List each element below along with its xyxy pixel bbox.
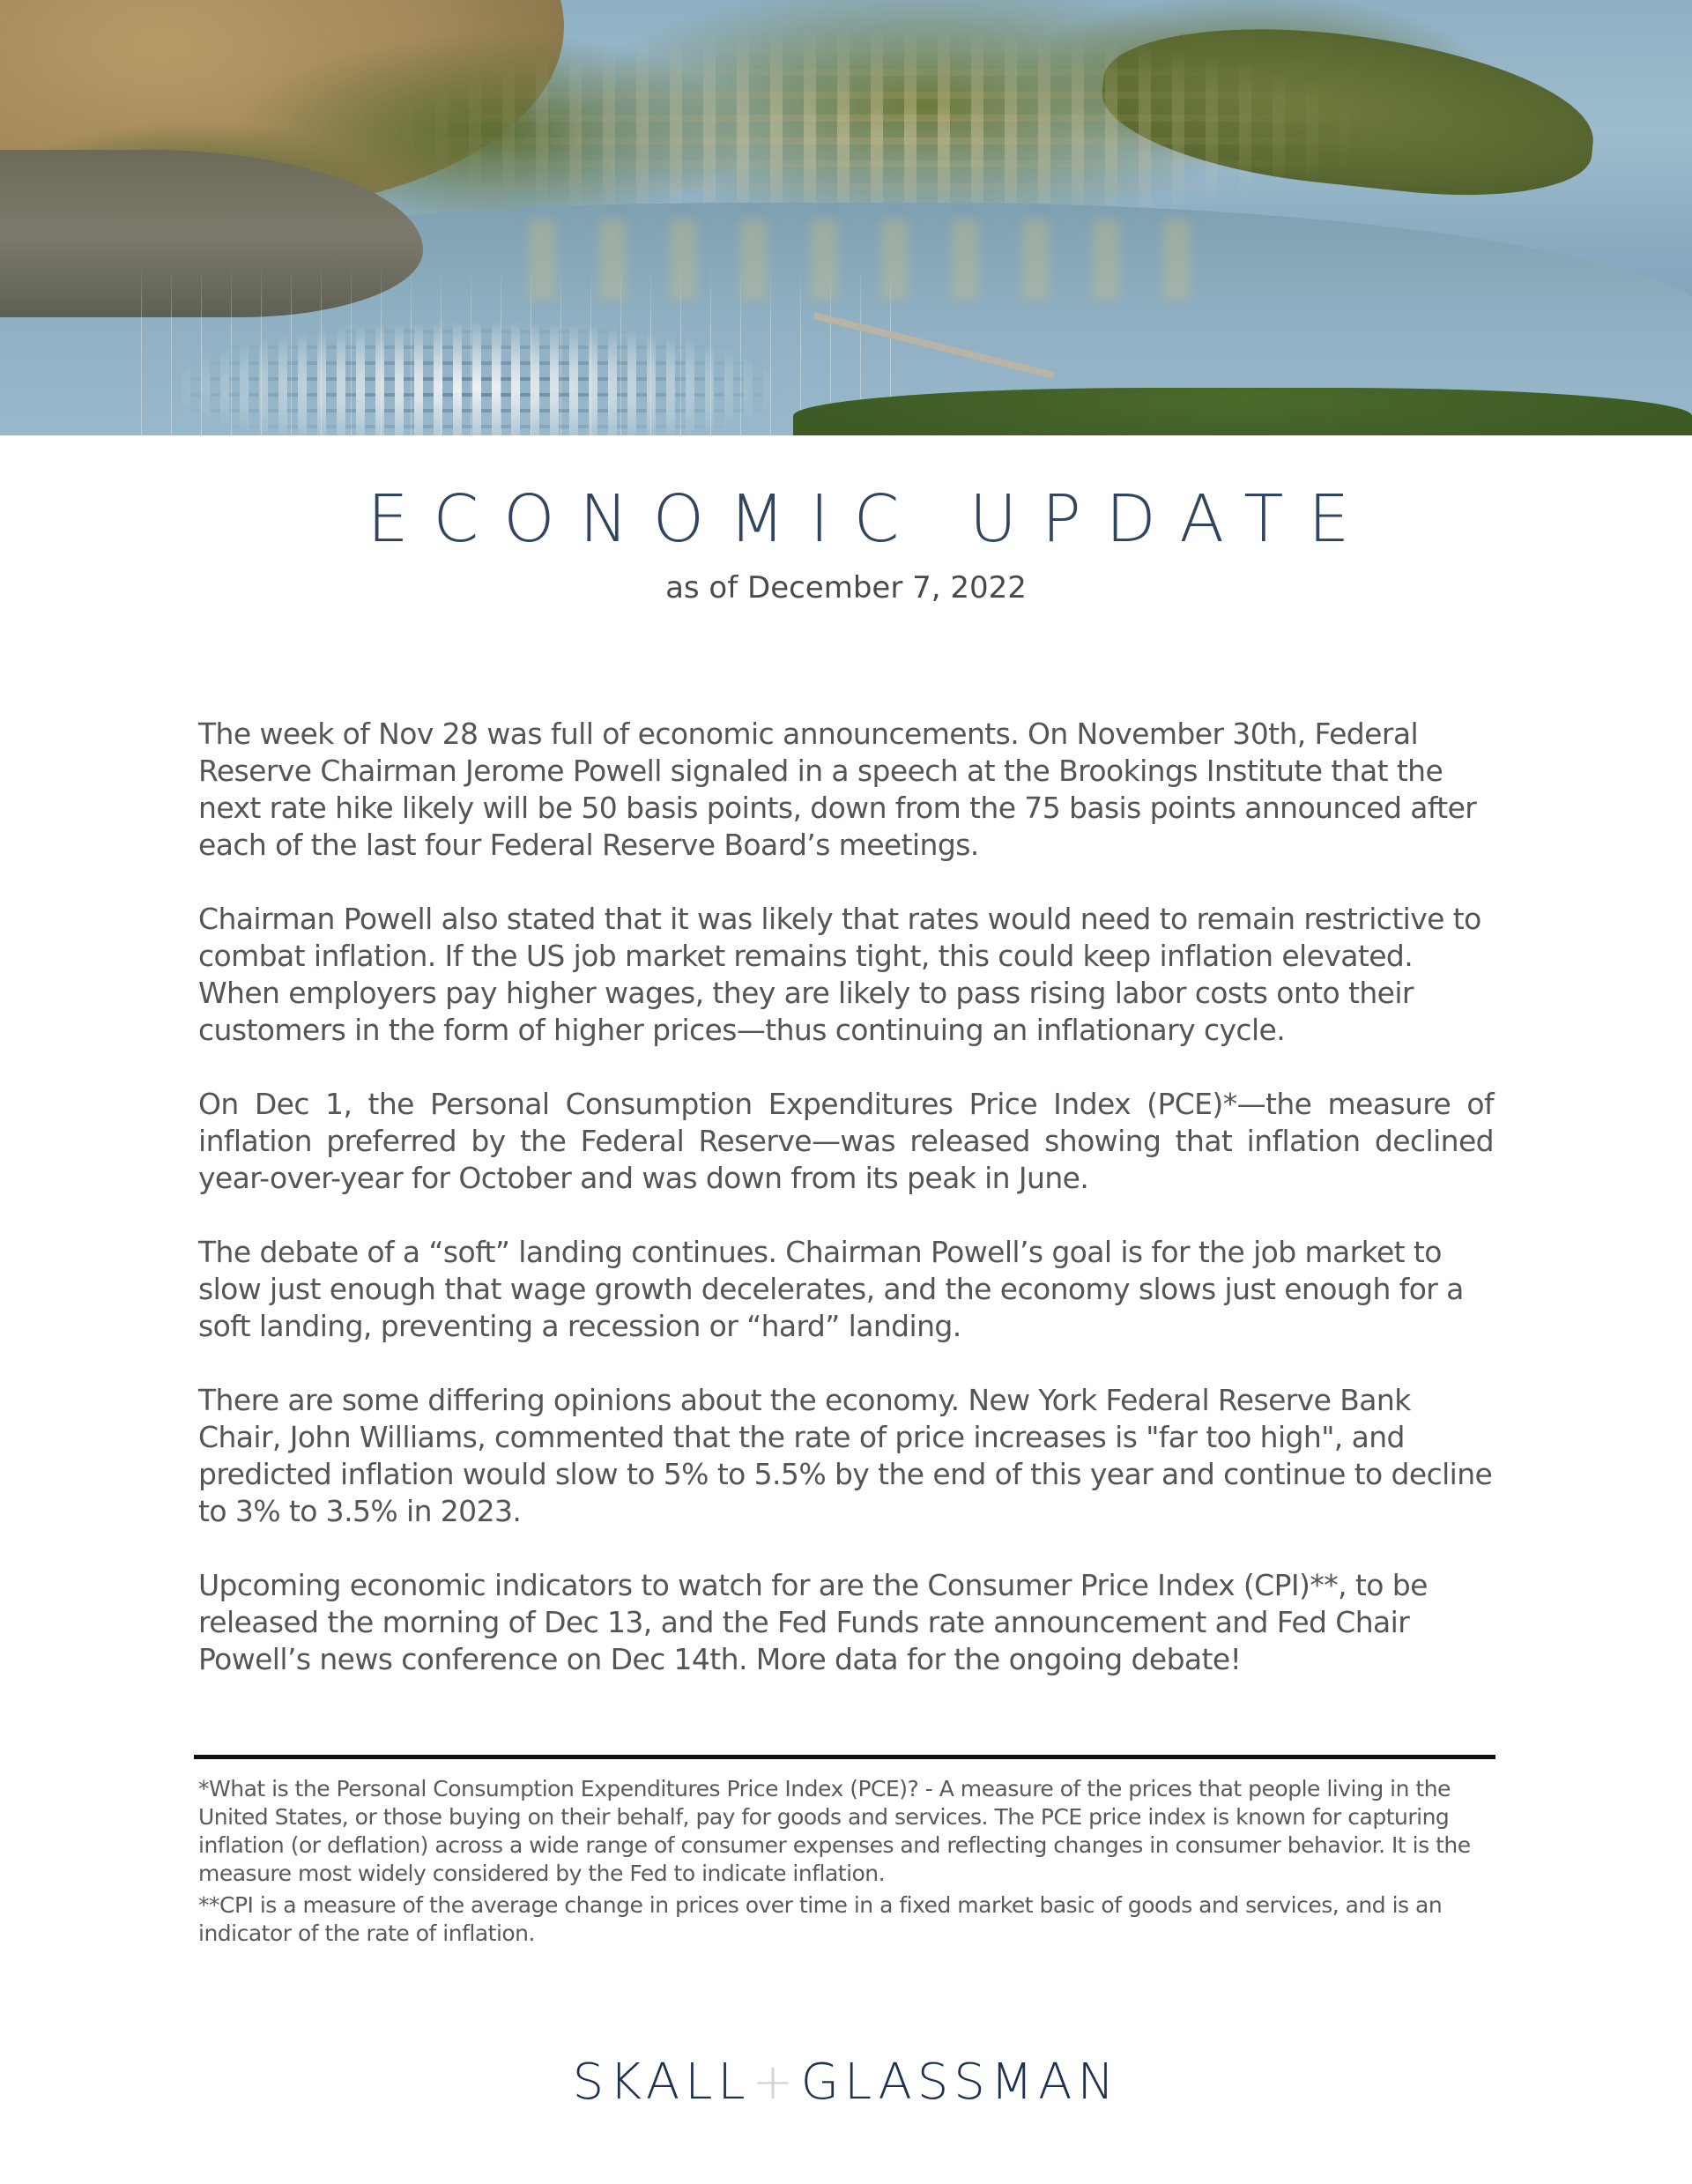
paragraph-pce-release: On Dec 1, the Personal Consumption Expenditures Price Index (PCE)*—the measure of inflation preferred by the Federal Reserve—was released showing that inflation declined year-over-year for October and was down from its peak in June. [198,1087,1494,1195]
logo-skall: SKALL [572,2054,751,2111]
company-logo [0,2054,1692,2111]
page-title: ECONOMIC UPDATE [367,481,1375,557]
hero-photo [0,0,1692,435]
footnotes [198,1775,1494,1951]
paragraph-soft-landing: The debate of a “soft” landing continues. Chairman Powell’s goal is for the job market to slow just enough that wage growth decelerates, and the economy slows just enough for a soft landing, preventing a recession or “hard” landing. [198,1235,1464,1343]
paragraph-differing-opinions: There are some differing opinions about the economy. New York Federal Reserve Bank Chair, John Williams, commented that the rate of price increases is "far too high", and predicted inflation would slow to 5% to 5.5% by the end of this year and continue to decline to 3% to 3.5% in 2023. [198,1383,1493,1528]
footnote-cpi: **CPI is a measure of the average change in prices over time in a fixed market basic of goods and services, and is an indicator of the rate of inflation. [198,1892,1443,1946]
paragraph-restrictive-rates: Chairman Powell also stated that it was likely that rates would need to remain restrictive to combat inflation. If the US job market remains tight, this could keep inflation elevated. When employers pay higher wages, they are likely to pass rising labor costs onto their customers in the form of higher prices—thus continuing an inflationary cycle. [198,902,1481,1047]
footnote-pce: *What is the Personal Consumption Expenditures Price Index (PCE)? - A measure of the prices that people living in the United States, or those buying on their behalf, pay for goods and services. The PCE price index is known for capturing inflation (or deflation) across a wide range of consumer expenses and reflecting changes in consumer behavior. It is the measure most widely considered by the Fed to indicate inflation. [198,1776,1471,1886]
logo-glassman: GLASSMAN [800,2054,1120,2111]
footnote-divider [194,1755,1495,1759]
foreground-foliage [793,388,1692,435]
article-body [198,716,1494,1715]
paragraph-upcoming-indicators: Upcoming economic indicators to watch for are the Consumer Price Index (CPI)**, to be released the morning of Dec 13, and the Fed Funds rate announcement and Fed Chair Powell’s news conference on Dec 14th. More data for the ongoing debate! [198,1568,1428,1676]
logo-plus-icon: + [752,2054,799,2111]
paragraph-rate-hike: The week of Nov 28 was full of economic announcements. On November 30th, Federal Reserve Chairman Jerome Powell signaled in a speech at the Brookings Institute that the next rate hike likely will be 50 basis points, down from the 75 basis points announced after each of the last four Federal Reserve Board’s meetings. [198,717,1477,862]
marina-boats [123,317,828,435]
page-date: as of December 7, 2022 [665,570,1027,605]
